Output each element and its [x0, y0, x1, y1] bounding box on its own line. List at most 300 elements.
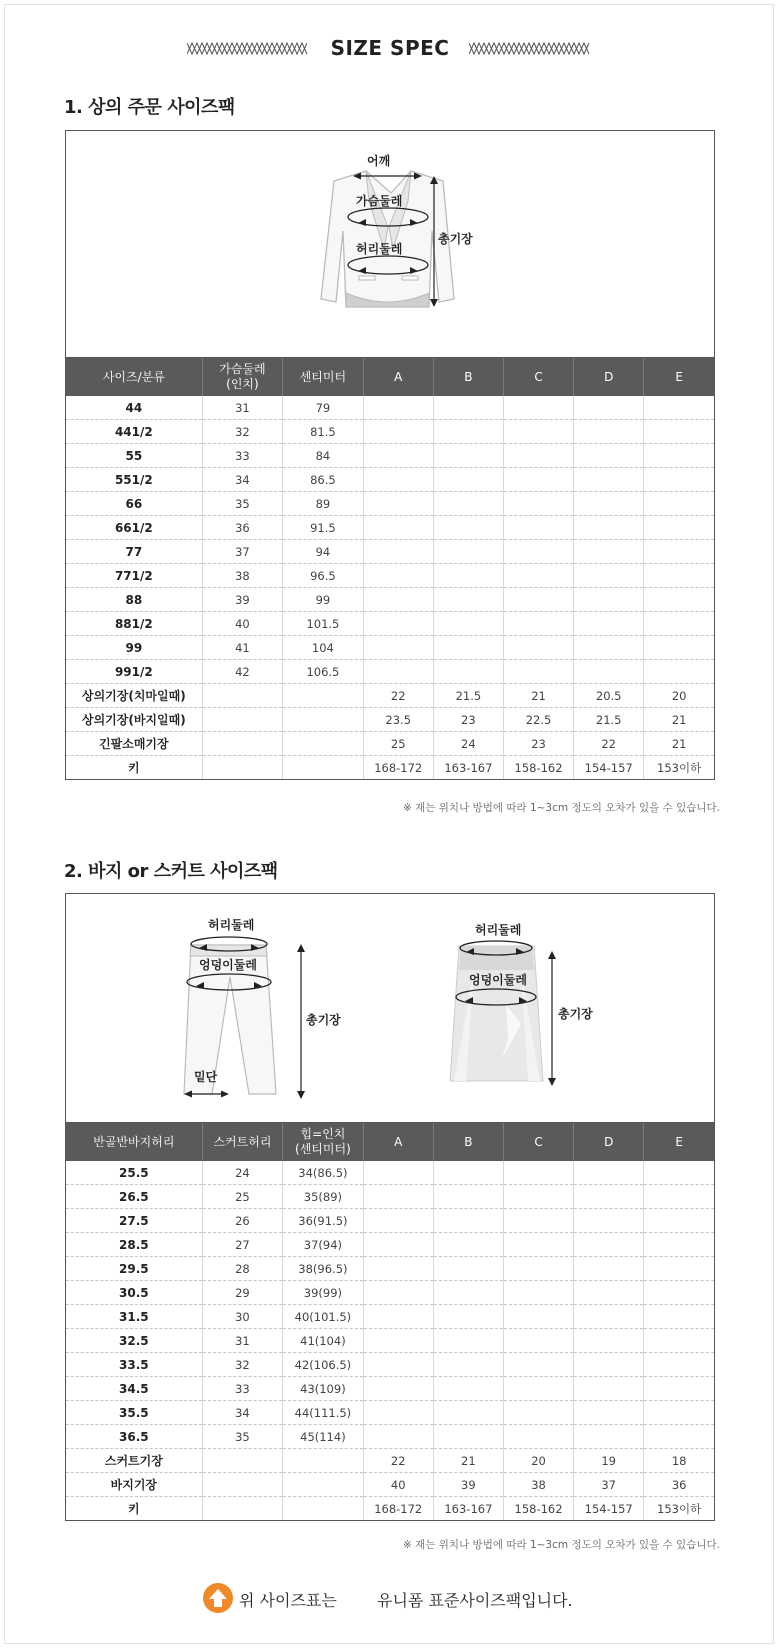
table-cell: 154-157 — [574, 756, 644, 780]
table-cell — [433, 444, 503, 468]
table-row — [66, 1497, 714, 1521]
table-cell — [433, 1281, 503, 1305]
pants-skirt-diagram — [66, 894, 716, 1122]
table-cell — [644, 1209, 714, 1233]
bottom-note: ※ 재는 위치나 방법에 따라 1~3cm 정도의 오차가 있을 수 있습니다. — [403, 1539, 720, 1551]
bottom-column-header: C — [503, 1123, 573, 1161]
table-cell — [574, 1305, 644, 1329]
table-cell — [574, 612, 644, 636]
row-label-cell: 29.5 — [66, 1257, 202, 1281]
table-cell — [433, 1425, 503, 1449]
table-cell — [433, 1185, 503, 1209]
table-cell — [574, 420, 644, 444]
pants-waist-label: 허리둘레 — [208, 918, 255, 932]
table-cell — [283, 732, 363, 756]
table-cell: 25 — [363, 732, 433, 756]
top-column-header: B — [433, 358, 503, 396]
table-cell — [433, 516, 503, 540]
table-cell — [433, 1353, 503, 1377]
table-cell — [363, 396, 433, 420]
footer-text-1: 위 사이즈표는 — [239, 1591, 337, 1610]
table-row — [66, 756, 714, 780]
table-cell — [574, 1401, 644, 1425]
table-cell — [363, 1281, 433, 1305]
table-cell: 21.5 — [574, 708, 644, 732]
pants-hem-label: 밑단 — [194, 1070, 218, 1084]
table-cell — [363, 660, 433, 684]
row-label-cell: 키 — [66, 1497, 202, 1521]
skirt-length-label: 총기장 — [558, 1007, 593, 1021]
table-cell — [433, 420, 503, 444]
table-cell — [644, 1281, 714, 1305]
table-cell — [503, 1377, 573, 1401]
table-cell: 35 — [202, 1425, 282, 1449]
table-cell — [363, 1185, 433, 1209]
bottom-section-title: 2. 바지 or 스커트 사이즈팩 — [64, 861, 278, 882]
table-cell — [574, 1257, 644, 1281]
table-row — [66, 468, 714, 492]
bottom-column-header: D — [574, 1123, 644, 1161]
table-cell — [574, 1281, 644, 1305]
table-cell — [503, 540, 573, 564]
table-row — [66, 708, 714, 732]
bottom-column-header: E — [644, 1123, 714, 1161]
table-cell: 24 — [433, 732, 503, 756]
table-cell — [283, 1497, 363, 1521]
table-cell — [433, 1401, 503, 1425]
table-cell: 21 — [503, 684, 573, 708]
table-cell — [503, 612, 573, 636]
table-cell: 30 — [202, 1305, 282, 1329]
row-label-cell: 441/2 — [66, 420, 202, 444]
table-cell: 35 — [202, 492, 282, 516]
bottom-size-table — [66, 1123, 714, 1520]
table-row — [66, 1185, 714, 1209]
table-cell — [574, 1425, 644, 1449]
jacket-illustration — [66, 131, 714, 358]
table-cell — [363, 1209, 433, 1233]
table-cell: 168-172 — [363, 756, 433, 780]
table-cell: 99 — [283, 588, 363, 612]
table-cell — [503, 468, 573, 492]
table-cell — [644, 660, 714, 684]
top-table-header — [66, 358, 714, 396]
row-label-cell: 661/2 — [66, 516, 202, 540]
table-cell — [644, 1401, 714, 1425]
table-row — [66, 660, 714, 684]
table-cell: 18 — [644, 1449, 714, 1473]
table-cell — [644, 516, 714, 540]
table-cell: 27 — [202, 1233, 282, 1257]
table-cell — [503, 1209, 573, 1233]
table-cell — [503, 1329, 573, 1353]
table-row — [66, 636, 714, 660]
table-cell: 37(94) — [283, 1233, 363, 1257]
table-cell — [503, 1233, 573, 1257]
table-cell — [202, 684, 282, 708]
table-cell — [503, 588, 573, 612]
table-cell — [433, 1377, 503, 1401]
table-cell — [644, 636, 714, 660]
row-label-cell: 991/2 — [66, 660, 202, 684]
table-cell — [644, 564, 714, 588]
table-cell — [644, 1161, 714, 1185]
table-cell: 34 — [202, 468, 282, 492]
top-column-header: 센티미터 — [283, 358, 363, 396]
table-row — [66, 1377, 714, 1401]
table-cell — [644, 444, 714, 468]
table-cell — [202, 1449, 282, 1473]
table-cell: 158-162 — [503, 756, 573, 780]
table-cell — [363, 468, 433, 492]
table-cell — [503, 1185, 573, 1209]
table-cell: 94 — [283, 540, 363, 564]
shoulder-label: 어깨 — [367, 154, 391, 168]
table-cell — [644, 396, 714, 420]
bottom-size-box — [65, 893, 715, 1521]
top-column-header: A — [363, 358, 433, 396]
table-cell — [202, 708, 282, 732]
row-label-cell: 36.5 — [66, 1425, 202, 1449]
table-cell — [503, 444, 573, 468]
table-cell: 168-172 — [363, 1497, 433, 1521]
table-cell — [574, 1161, 644, 1185]
table-cell — [503, 1353, 573, 1377]
table-cell: 36 — [202, 516, 282, 540]
table-row — [66, 1161, 714, 1185]
row-label-cell: 25.5 — [66, 1161, 202, 1185]
row-label-cell: 바지기장 — [66, 1473, 202, 1497]
row-label-cell: 88 — [66, 588, 202, 612]
table-cell — [644, 1377, 714, 1401]
table-row — [66, 1449, 714, 1473]
table-row — [66, 1329, 714, 1353]
table-cell — [363, 636, 433, 660]
table-cell: 33 — [202, 444, 282, 468]
table-cell — [433, 588, 503, 612]
table-cell — [363, 444, 433, 468]
table-cell: 40(101.5) — [283, 1305, 363, 1329]
table-row — [66, 492, 714, 516]
table-cell: 23 — [433, 708, 503, 732]
table-cell — [574, 1377, 644, 1401]
table-cell — [503, 1401, 573, 1425]
row-label-cell: 33.5 — [66, 1353, 202, 1377]
table-cell — [433, 636, 503, 660]
table-cell — [644, 612, 714, 636]
table-cell — [363, 1377, 433, 1401]
row-label-cell: 스커트기장 — [66, 1449, 202, 1473]
table-cell — [363, 492, 433, 516]
table-row — [66, 1209, 714, 1233]
table-cell — [433, 468, 503, 492]
table-cell — [433, 1257, 503, 1281]
table-cell — [574, 468, 644, 492]
table-cell: 39 — [433, 1473, 503, 1497]
table-cell — [283, 684, 363, 708]
table-cell — [433, 660, 503, 684]
table-cell: 20.5 — [574, 684, 644, 708]
pants-hip-label: 엉덩이둘레 — [199, 958, 257, 972]
table-cell: 45(114) — [283, 1425, 363, 1449]
table-cell — [363, 516, 433, 540]
row-label-cell: 28.5 — [66, 1233, 202, 1257]
bottom-column-header: A — [363, 1123, 433, 1161]
table-cell — [644, 1233, 714, 1257]
table-cell: 33 — [202, 1377, 282, 1401]
table-cell — [574, 516, 644, 540]
row-label-cell: 77 — [66, 540, 202, 564]
row-label-cell: 55 — [66, 444, 202, 468]
bottom-column-header: 스커트허리 — [202, 1123, 282, 1161]
table-cell: 23 — [503, 732, 573, 756]
row-label-cell: 66 — [66, 492, 202, 516]
row-label-cell: 99 — [66, 636, 202, 660]
table-cell — [363, 1161, 433, 1185]
table-cell: 163-167 — [433, 756, 503, 780]
table-cell — [574, 1329, 644, 1353]
table-cell — [644, 1185, 714, 1209]
table-cell — [433, 1233, 503, 1257]
table-cell: 29 — [202, 1281, 282, 1305]
row-label-cell: 31.5 — [66, 1305, 202, 1329]
top-column-header: C — [503, 358, 573, 396]
table-cell: 36 — [644, 1473, 714, 1497]
table-cell — [433, 396, 503, 420]
table-cell: 89 — [283, 492, 363, 516]
table-cell — [644, 492, 714, 516]
table-row — [66, 1425, 714, 1449]
top-column-header: D — [574, 358, 644, 396]
jacket-diagram — [66, 131, 716, 357]
table-cell: 21 — [644, 708, 714, 732]
table-cell — [363, 1257, 433, 1281]
table-cell: 31 — [202, 1329, 282, 1353]
table-cell: 34 — [202, 1401, 282, 1425]
bottom-column-header: 반골반바지허리 — [66, 1123, 202, 1161]
row-label-cell: 44 — [66, 396, 202, 420]
table-row — [66, 444, 714, 468]
table-cell: 158-162 — [503, 1497, 573, 1521]
footer-text-2: 유니폼 표준사이즈팩입니다. — [377, 1591, 573, 1610]
row-label-cell: 상의기장(치마일때) — [66, 684, 202, 708]
table-cell — [363, 540, 433, 564]
top-note: ※ 재는 위치나 방법에 따라 1~3cm 정도의 오차가 있을 수 있습니다. — [403, 802, 720, 814]
table-cell: 41 — [202, 636, 282, 660]
table-cell — [363, 1353, 433, 1377]
table-cell — [644, 1353, 714, 1377]
table-cell — [644, 468, 714, 492]
chest-label: 가슴둘레 — [356, 194, 403, 208]
row-label-cell: 551/2 — [66, 468, 202, 492]
table-cell — [363, 420, 433, 444]
waist-label: 허리둘레 — [356, 242, 403, 256]
table-cell: 39(99) — [283, 1281, 363, 1305]
table-cell: 81.5 — [283, 420, 363, 444]
table-cell — [644, 540, 714, 564]
table-cell — [363, 1425, 433, 1449]
table-cell — [503, 396, 573, 420]
table-cell — [363, 1329, 433, 1353]
top-column-header: E — [644, 358, 714, 396]
table-cell: 44(111.5) — [283, 1401, 363, 1425]
table-cell — [574, 588, 644, 612]
table-row — [66, 1257, 714, 1281]
table-cell: 32 — [202, 1353, 282, 1377]
table-cell: 153이하 — [657, 760, 702, 775]
table-cell — [644, 1305, 714, 1329]
table-cell — [202, 756, 282, 780]
table-cell — [574, 660, 644, 684]
row-label-cell: 키 — [66, 756, 202, 780]
top-size-box — [65, 130, 715, 780]
table-cell — [503, 1161, 573, 1185]
table-cell — [644, 1329, 714, 1353]
table-row — [66, 1233, 714, 1257]
table-cell: 32 — [202, 420, 282, 444]
row-label-cell: 상의기장(바지일때) — [66, 708, 202, 732]
table-cell — [202, 732, 282, 756]
table-cell: 20 — [644, 684, 714, 708]
skirt-hip-label: 엉덩이둘레 — [469, 973, 527, 987]
table-cell: 43(109) — [283, 1377, 363, 1401]
table-cell: 38 — [202, 564, 282, 588]
table-cell — [574, 1185, 644, 1209]
table-row — [66, 588, 714, 612]
table-cell — [574, 1209, 644, 1233]
table-cell: 19 — [574, 1449, 644, 1473]
table-row — [66, 1305, 714, 1329]
table-cell: 40 — [363, 1473, 433, 1497]
table-cell: 42(106.5) — [283, 1353, 363, 1377]
skirt-waist-label: 허리둘레 — [475, 923, 522, 937]
table-cell: 79 — [283, 396, 363, 420]
table-cell — [283, 1449, 363, 1473]
table-cell — [574, 1233, 644, 1257]
table-cell: 21 — [644, 732, 714, 756]
table-cell — [363, 1305, 433, 1329]
table-cell — [283, 1473, 363, 1497]
table-row — [66, 1281, 714, 1305]
bottom-table-header — [66, 1123, 714, 1161]
table-cell — [503, 420, 573, 444]
table-row — [66, 396, 714, 420]
table-cell — [574, 540, 644, 564]
table-cell — [503, 1257, 573, 1281]
table-cell — [574, 564, 644, 588]
table-cell — [363, 588, 433, 612]
table-cell — [574, 396, 644, 420]
table-cell: 25 — [202, 1185, 282, 1209]
table-cell — [363, 612, 433, 636]
table-cell — [433, 540, 503, 564]
row-label-cell: 34.5 — [66, 1377, 202, 1401]
table-cell: 106.5 — [283, 660, 363, 684]
table-row — [66, 1401, 714, 1425]
table-cell: 35(89) — [283, 1185, 363, 1209]
row-label-cell: 27.5 — [66, 1209, 202, 1233]
table-cell — [202, 1473, 282, 1497]
table-cell: 37 — [574, 1473, 644, 1497]
table-row — [66, 684, 714, 708]
table-row — [66, 420, 714, 444]
table-cell: 91.5 — [283, 516, 363, 540]
table-cell: 22 — [574, 732, 644, 756]
table-cell: 40 — [202, 612, 282, 636]
table-cell: 22 — [363, 1449, 433, 1473]
pants-length-label: 총기장 — [306, 1013, 341, 1027]
table-cell — [433, 1209, 503, 1233]
table-row — [66, 612, 714, 636]
table-cell — [503, 492, 573, 516]
table-cell: 101.5 — [283, 612, 363, 636]
table-cell — [363, 564, 433, 588]
table-cell: 153이하 — [657, 1501, 702, 1516]
table-cell: 23.5 — [363, 708, 433, 732]
table-cell: 21 — [433, 1449, 503, 1473]
row-label-cell: 26.5 — [66, 1185, 202, 1209]
table-cell: 24 — [202, 1161, 282, 1185]
row-label-cell: 30.5 — [66, 1281, 202, 1305]
row-label-cell: 771/2 — [66, 564, 202, 588]
table-cell — [503, 564, 573, 588]
table-cell — [503, 516, 573, 540]
table-cell: 41(104) — [283, 1329, 363, 1353]
page-header — [0, 36, 780, 62]
table-row — [66, 564, 714, 588]
table-cell — [283, 708, 363, 732]
table-cell — [433, 1161, 503, 1185]
table-cell — [503, 1281, 573, 1305]
table-cell — [503, 660, 573, 684]
table-cell — [574, 636, 644, 660]
table-cell — [433, 564, 503, 588]
table-cell — [363, 1401, 433, 1425]
up-arrow-glyph — [203, 1583, 233, 1613]
right-zigzag-decoration — [469, 42, 593, 56]
top-column-header: 사이즈/분류 — [66, 358, 202, 396]
table-cell — [644, 1425, 714, 1449]
bottom-column-header: B — [433, 1123, 503, 1161]
table-cell — [433, 492, 503, 516]
bottom-column-header: 힙=인치 (센티미터) — [283, 1123, 363, 1161]
length-label: 총기장 — [438, 232, 473, 246]
table-cell — [574, 1353, 644, 1377]
table-cell: 104 — [283, 636, 363, 660]
table-cell: 38 — [503, 1473, 573, 1497]
table-cell: 84 — [283, 444, 363, 468]
table-cell: 37 — [202, 540, 282, 564]
top-column-header: 가슴둘레 (인치) — [202, 358, 282, 396]
table-cell: 163-167 — [433, 1497, 503, 1521]
row-label-cell: 32.5 — [66, 1329, 202, 1353]
table-cell: 39 — [202, 588, 282, 612]
table-row — [66, 516, 714, 540]
row-label-cell: 881/2 — [66, 612, 202, 636]
table-cell — [433, 1305, 503, 1329]
table-cell: 34(86.5) — [283, 1161, 363, 1185]
page-title: SIZE SPEC — [330, 36, 450, 60]
table-cell — [202, 1497, 282, 1521]
table-cell: 36(91.5) — [283, 1209, 363, 1233]
table-row — [66, 540, 714, 564]
table-cell — [283, 756, 363, 780]
table-row — [66, 732, 714, 756]
table-cell — [433, 612, 503, 636]
table-cell — [574, 492, 644, 516]
table-cell — [644, 1257, 714, 1281]
table-cell: 38(96.5) — [283, 1257, 363, 1281]
